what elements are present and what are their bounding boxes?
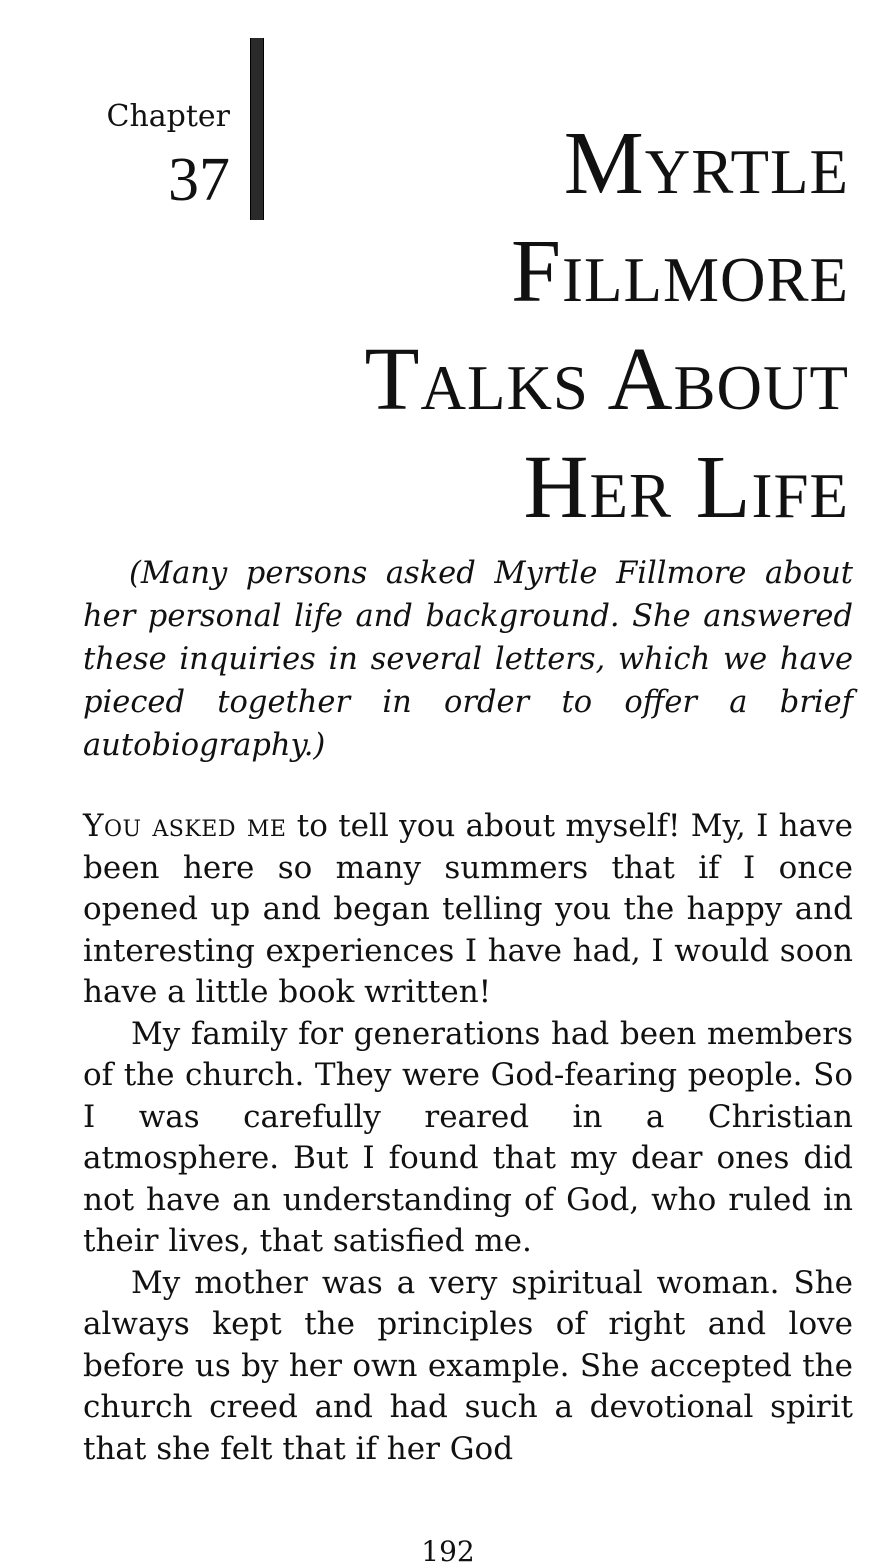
lead-in-small-caps: You asked me [83, 808, 287, 844]
chapter-title [249, 110, 849, 542]
title-line-3: Talks About [364, 330, 849, 429]
title-line-1: Myrtle [563, 114, 849, 213]
body-paragraph-2: My family for generations had been members of the church. They were God-fearing people. So I was carefully reared in a Christian atmosphere. But I found that my dear ones did not have an understanding of God, who ruled in their lives, that satisfied me. [83, 1015, 853, 1259]
chapter-number: 37 [168, 146, 230, 214]
body-paragraph-1 [83, 806, 853, 1014]
title-line-2: Fillmore [510, 222, 849, 321]
title-line-4: Her Life [523, 438, 849, 537]
body-paragraph-1-text: to tell you about myself! My, I have been here so many summers that if I once opened up and began telling you the happy and interesting experiences I have had, I would soon have a little book written! [83, 808, 853, 1010]
chapter-label: Chapter [106, 99, 230, 134]
body-text [83, 806, 853, 1470]
body-paragraph-3: My mother was a very spiritual woman. She always kept the principles of right and love before us by her own example. She accepted the church creed and had such a devotional spirit that she felt that if her God [83, 1264, 853, 1467]
intro-paragraph: (Many persons asked Myrtle Fillmore about her personal life and background. She answered these inquiries in several letters, which we have pieced together in order to offer a brief autobiography.) [83, 556, 853, 763]
page-number: 192 [421, 1535, 475, 1568]
